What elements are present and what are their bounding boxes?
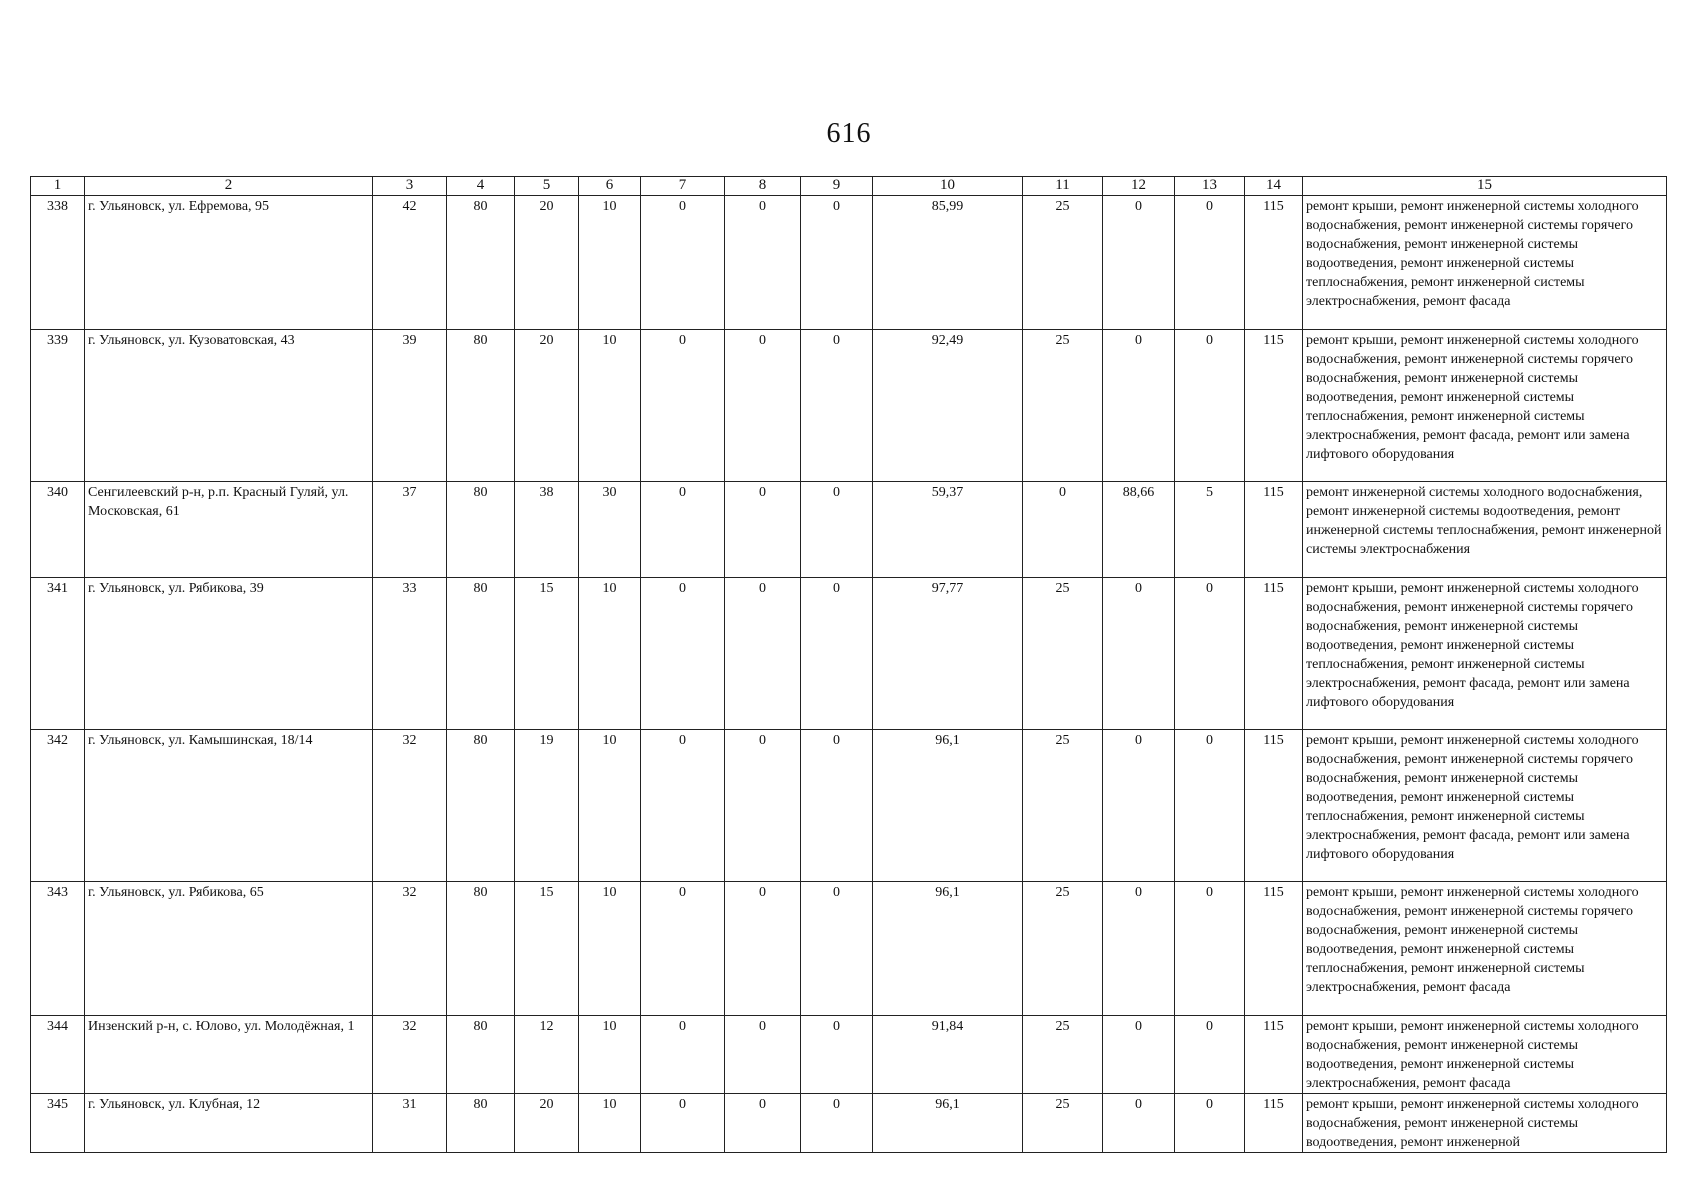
cell-c14: 115: [1245, 330, 1303, 482]
row-number: 345: [31, 1094, 85, 1153]
address: г. Ульяновск, ул. Клубная, 12: [85, 1094, 373, 1153]
row-number: 343: [31, 882, 85, 1016]
cell-c13: 5: [1175, 482, 1245, 578]
address: Сенгилеевский р-н, р.п. Красный Гуляй, ул. Московская, 61: [85, 482, 373, 578]
cell-c3: 37: [373, 482, 447, 578]
cell-c12: 0: [1103, 730, 1175, 882]
cell-c9: 0: [801, 1016, 873, 1094]
cell-c8: 0: [725, 730, 801, 882]
cell-c11: 25: [1023, 1094, 1103, 1153]
cell-c14: 115: [1245, 578, 1303, 730]
cell-c8: 0: [725, 482, 801, 578]
column-header-7: 7: [641, 177, 725, 196]
cell-c9: 0: [801, 482, 873, 578]
repair-works: ремонт крыши, ремонт инженерной системы холодного водоснабжения, ремонт инженерной системы горячего водоснабжения, ремонт инженерной системы водоотведения, ремонт инженерной системы теплоснабжения, ремонт инженерной системы электроснабжения, ремонт фасада, ремонт или замена лифтового оборудования: [1303, 330, 1667, 482]
column-header-8: 8: [725, 177, 801, 196]
cell-c7: 0: [641, 330, 725, 482]
cell-c7: 0: [641, 1016, 725, 1094]
cell-c9: 0: [801, 330, 873, 482]
cell-c5: 20: [515, 1094, 579, 1153]
column-header-12: 12: [1103, 177, 1175, 196]
row-number: 341: [31, 578, 85, 730]
cell-c3: 42: [373, 196, 447, 330]
column-header-13: 13: [1175, 177, 1245, 196]
building-repair-table: [30, 176, 1667, 1153]
column-header-4: 4: [447, 177, 515, 196]
cell-c12: 88,66: [1103, 482, 1175, 578]
cell-c5: 15: [515, 882, 579, 1016]
cell-c4: 80: [447, 330, 515, 482]
cell-c11: 25: [1023, 882, 1103, 1016]
cell-c5: 12: [515, 1016, 579, 1094]
cell-c13: 0: [1175, 882, 1245, 1016]
cell-c10: 97,77: [873, 578, 1023, 730]
cell-c3: 32: [373, 730, 447, 882]
cell-c12: 0: [1103, 1016, 1175, 1094]
cell-c10: 96,1: [873, 1094, 1023, 1153]
cell-c11: 25: [1023, 578, 1103, 730]
row-number: 339: [31, 330, 85, 482]
repair-works: ремонт крыши, ремонт инженерной системы холодного водоснабжения, ремонт инженерной системы горячего водоснабжения, ремонт инженерной системы водоотведения, ремонт инженерной системы теплоснабжения, ремонт инженерной системы электроснабжения, ремонт фасада, ремонт или замена лифтового оборудования: [1303, 578, 1667, 730]
cell-c10: 91,84: [873, 1016, 1023, 1094]
column-header-6: 6: [579, 177, 641, 196]
cell-c12: 0: [1103, 330, 1175, 482]
table-row: [31, 730, 1667, 882]
cell-c4: 80: [447, 578, 515, 730]
cell-c11: 25: [1023, 730, 1103, 882]
cell-c5: 19: [515, 730, 579, 882]
cell-c14: 115: [1245, 882, 1303, 1016]
cell-c9: 0: [801, 578, 873, 730]
cell-c7: 0: [641, 730, 725, 882]
cell-c10: 96,1: [873, 882, 1023, 1016]
cell-c7: 0: [641, 196, 725, 330]
table-row: [31, 1094, 1667, 1153]
row-number: 340: [31, 482, 85, 578]
cell-c10: 92,49: [873, 330, 1023, 482]
row-number: 338: [31, 196, 85, 330]
cell-c14: 115: [1245, 196, 1303, 330]
address: г. Ульяновск, ул. Ефремова, 95: [85, 196, 373, 330]
cell-c9: 0: [801, 882, 873, 1016]
column-header-1: 1: [31, 177, 85, 196]
cell-c6: 10: [579, 196, 641, 330]
cell-c13: 0: [1175, 730, 1245, 882]
cell-c12: 0: [1103, 882, 1175, 1016]
cell-c12: 0: [1103, 196, 1175, 330]
repair-works: ремонт крыши, ремонт инженерной системы холодного водоснабжения, ремонт инженерной системы водоотведения, ремонт инженерной: [1303, 1094, 1667, 1153]
cell-c5: 38: [515, 482, 579, 578]
cell-c4: 80: [447, 482, 515, 578]
cell-c7: 0: [641, 482, 725, 578]
cell-c4: 80: [447, 1016, 515, 1094]
cell-c8: 0: [725, 882, 801, 1016]
cell-c12: 0: [1103, 1094, 1175, 1153]
cell-c13: 0: [1175, 578, 1245, 730]
column-header-9: 9: [801, 177, 873, 196]
table-row: [31, 882, 1667, 1016]
column-header-14: 14: [1245, 177, 1303, 196]
repair-works: ремонт крыши, ремонт инженерной системы холодного водоснабжения, ремонт инженерной системы горячего водоснабжения, ремонт инженерной системы водоотведения, ремонт инженерной системы теплоснабжения, ремонт инженерной системы электроснабжения, ремонт фасада, ремонт или замена лифтового оборудования: [1303, 730, 1667, 882]
cell-c3: 32: [373, 882, 447, 1016]
cell-c6: 10: [579, 1016, 641, 1094]
row-number: 344: [31, 1016, 85, 1094]
table-row: [31, 196, 1667, 330]
cell-c4: 80: [447, 1094, 515, 1153]
cell-c6: 10: [579, 578, 641, 730]
cell-c13: 0: [1175, 1016, 1245, 1094]
cell-c14: 115: [1245, 730, 1303, 882]
table-row: [31, 482, 1667, 578]
cell-c9: 0: [801, 196, 873, 330]
address: Инзенский р-н, с. Юлово, ул. Молодёжная, 1: [85, 1016, 373, 1094]
row-number: 342: [31, 730, 85, 882]
column-header-2: 2: [85, 177, 373, 196]
cell-c10: 85,99: [873, 196, 1023, 330]
cell-c11: 25: [1023, 330, 1103, 482]
address: г. Ульяновск, ул. Камышинская, 18/14: [85, 730, 373, 882]
address: г. Ульяновск, ул. Кузоватовская, 43: [85, 330, 373, 482]
cell-c11: 25: [1023, 196, 1103, 330]
cell-c5: 15: [515, 578, 579, 730]
cell-c14: 115: [1245, 1016, 1303, 1094]
cell-c3: 33: [373, 578, 447, 730]
cell-c3: 31: [373, 1094, 447, 1153]
cell-c7: 0: [641, 882, 725, 1016]
page-number: 616: [826, 118, 872, 149]
cell-c6: 30: [579, 482, 641, 578]
cell-c8: 0: [725, 1094, 801, 1153]
repair-works: ремонт инженерной системы холодного водоснабжения, ремонт инженерной системы водоотведения, ремонт инженерной системы теплоснабжения, ремонт инженерной системы электроснабжения: [1303, 482, 1667, 578]
cell-c14: 115: [1245, 1094, 1303, 1153]
cell-c10: 96,1: [873, 730, 1023, 882]
address: г. Ульяновск, ул. Рябикова, 65: [85, 882, 373, 1016]
column-header-15: 15: [1303, 177, 1667, 196]
cell-c11: 25: [1023, 1016, 1103, 1094]
cell-c8: 0: [725, 196, 801, 330]
cell-c8: 0: [725, 1016, 801, 1094]
column-header-5: 5: [515, 177, 579, 196]
cell-c8: 0: [725, 578, 801, 730]
repair-works: ремонт крыши, ремонт инженерной системы холодного водоснабжения, ремонт инженерной системы горячего водоснабжения, ремонт инженерной системы водоотведения, ремонт инженерной системы теплоснабжения, ремонт инженерной системы электроснабжения, ремонт фасада: [1303, 882, 1667, 1016]
cell-c3: 32: [373, 1016, 447, 1094]
cell-c9: 0: [801, 730, 873, 882]
cell-c12: 0: [1103, 578, 1175, 730]
column-header-11: 11: [1023, 177, 1103, 196]
cell-c3: 39: [373, 330, 447, 482]
cell-c4: 80: [447, 882, 515, 1016]
address: г. Ульяновск, ул. Рябикова, 39: [85, 578, 373, 730]
cell-c6: 10: [579, 882, 641, 1016]
repair-works: ремонт крыши, ремонт инженерной системы холодного водоснабжения, ремонт инженерной системы водоотведения, ремонт инженерной системы электроснабжения, ремонт фасада: [1303, 1016, 1667, 1094]
cell-c7: 0: [641, 1094, 725, 1153]
column-header-10: 10: [873, 177, 1023, 196]
cell-c13: 0: [1175, 330, 1245, 482]
cell-c4: 80: [447, 196, 515, 330]
cell-c6: 10: [579, 330, 641, 482]
cell-c4: 80: [447, 730, 515, 882]
cell-c6: 10: [579, 1094, 641, 1153]
cell-c14: 115: [1245, 482, 1303, 578]
header-row: [31, 177, 1667, 196]
cell-c8: 0: [725, 330, 801, 482]
cell-c11: 0: [1023, 482, 1103, 578]
repair-works: ремонт крыши, ремонт инженерной системы холодного водоснабжения, ремонт инженерной системы горячего водоснабжения, ремонт инженерной системы водоотведения, ремонт инженерной системы теплоснабжения, ремонт инженерной системы электроснабжения, ремонт фасада: [1303, 196, 1667, 330]
cell-c10: 59,37: [873, 482, 1023, 578]
table-row: [31, 578, 1667, 730]
cell-c9: 0: [801, 1094, 873, 1153]
cell-c6: 10: [579, 730, 641, 882]
cell-c5: 20: [515, 330, 579, 482]
cell-c7: 0: [641, 578, 725, 730]
cell-c5: 20: [515, 196, 579, 330]
column-header-3: 3: [373, 177, 447, 196]
table-row: [31, 1016, 1667, 1094]
table-row: [31, 330, 1667, 482]
cell-c13: 0: [1175, 1094, 1245, 1153]
cell-c13: 0: [1175, 196, 1245, 330]
